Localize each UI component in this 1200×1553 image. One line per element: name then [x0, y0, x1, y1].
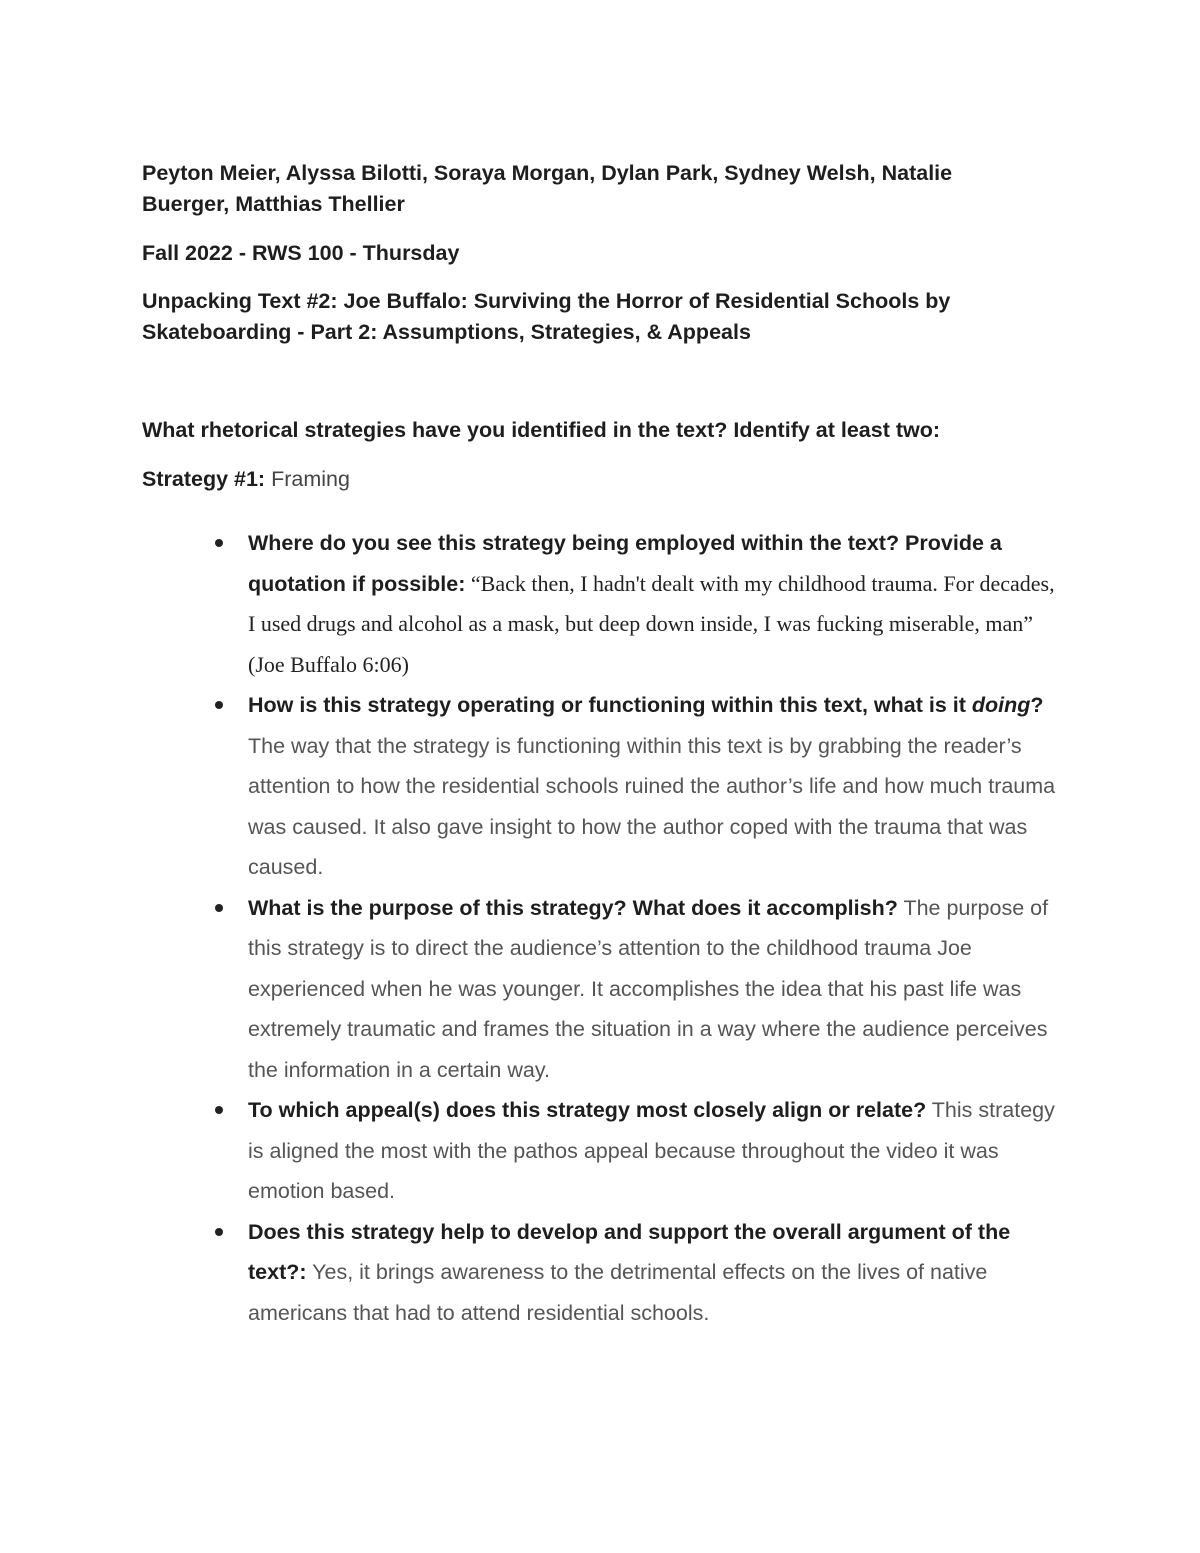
bullet-icon: [215, 1106, 223, 1114]
list-item: [248, 1090, 1063, 1212]
bullet-answer: “Back then, I hadn't dealt with my childhood trauma. For decades, I used drugs and alcohol as a mask, but deep down inside, I was fucking miserable, man” (Joe Buffalo 6:06): [248, 570, 1055, 677]
list-item: [248, 685, 1063, 888]
bullet-answer: The purpose of this strategy is to direct the audience’s attention to the childhood trauma Joe experienced when he was younger. It accomplishes the idea that his past life was extremely traumatic and frames the situation in a way where the audience perceives the information in a certain way.: [248, 895, 1049, 1082]
bullet-question: To which appeal(s) does this strategy most closely align or relate?: [248, 1098, 927, 1122]
bullet-icon: [215, 1228, 223, 1236]
bullet-question: Does this strategy help to develop and support the overall argument of the text?:: [248, 1219, 1011, 1284]
bullet-answer: This strategy is aligned the most with the pathos appeal because throughout the video it was emotion based.: [248, 1098, 1055, 1203]
strategy-line: [142, 464, 1042, 495]
bullet-icon: [215, 904, 223, 912]
bullet-question: What is the purpose of this strategy? What does it accomplish?: [248, 895, 898, 920]
assignment-title: Unpacking Text #2: Joe Buffalo: Surviving the Horror of Residential Schools by Skateboarding - Part 2: Assumptions, Strategies, & Appeals: [142, 289, 951, 344]
bullet-answer: Yes, it brings awareness to the detrimental effects on the lives of native americans that had to attend residential schools.: [248, 1260, 988, 1325]
main-question: What rhetorical strategies have you identified in the text? Identify at least two:: [142, 418, 941, 442]
bullet-question-end: ?: [1030, 693, 1044, 717]
course-line: Fall 2022 - RWS 100 - Thursday: [142, 241, 460, 265]
strategy-label: Strategy #1:: [142, 467, 266, 491]
bullet-answer: The way that the strategy is functioning within this text is by grabbing the reader’s attention to how the residential schools ruined the author’s life and how much trauma was caused. It also gave insight to how the author coped with the trauma that was caused.: [248, 733, 1056, 879]
bullet-icon: [215, 539, 223, 547]
bullet-question-text: How is this strategy operating or functioning within this text, what is it: [248, 693, 972, 717]
list-item: [248, 523, 1063, 685]
list-item: [248, 888, 1063, 1091]
bullet-icon: [215, 701, 223, 709]
list-item: [248, 1212, 1063, 1334]
bullet-question-emphasis: doing: [971, 693, 1031, 717]
strategy-value: Framing: [265, 467, 350, 491]
bullet-question: [248, 693, 1044, 717]
bullet-question: Where do you see this strategy being employed within the text? Provide a quotation if possible:: [248, 531, 1002, 596]
author-names: Peyton Meier, Alyssa Bilotti, Soraya Morgan, Dylan Park, Sydney Welsh, Natalie Buerger, Matthias Thellier: [142, 161, 953, 216]
bullet-list: [248, 523, 1063, 1333]
